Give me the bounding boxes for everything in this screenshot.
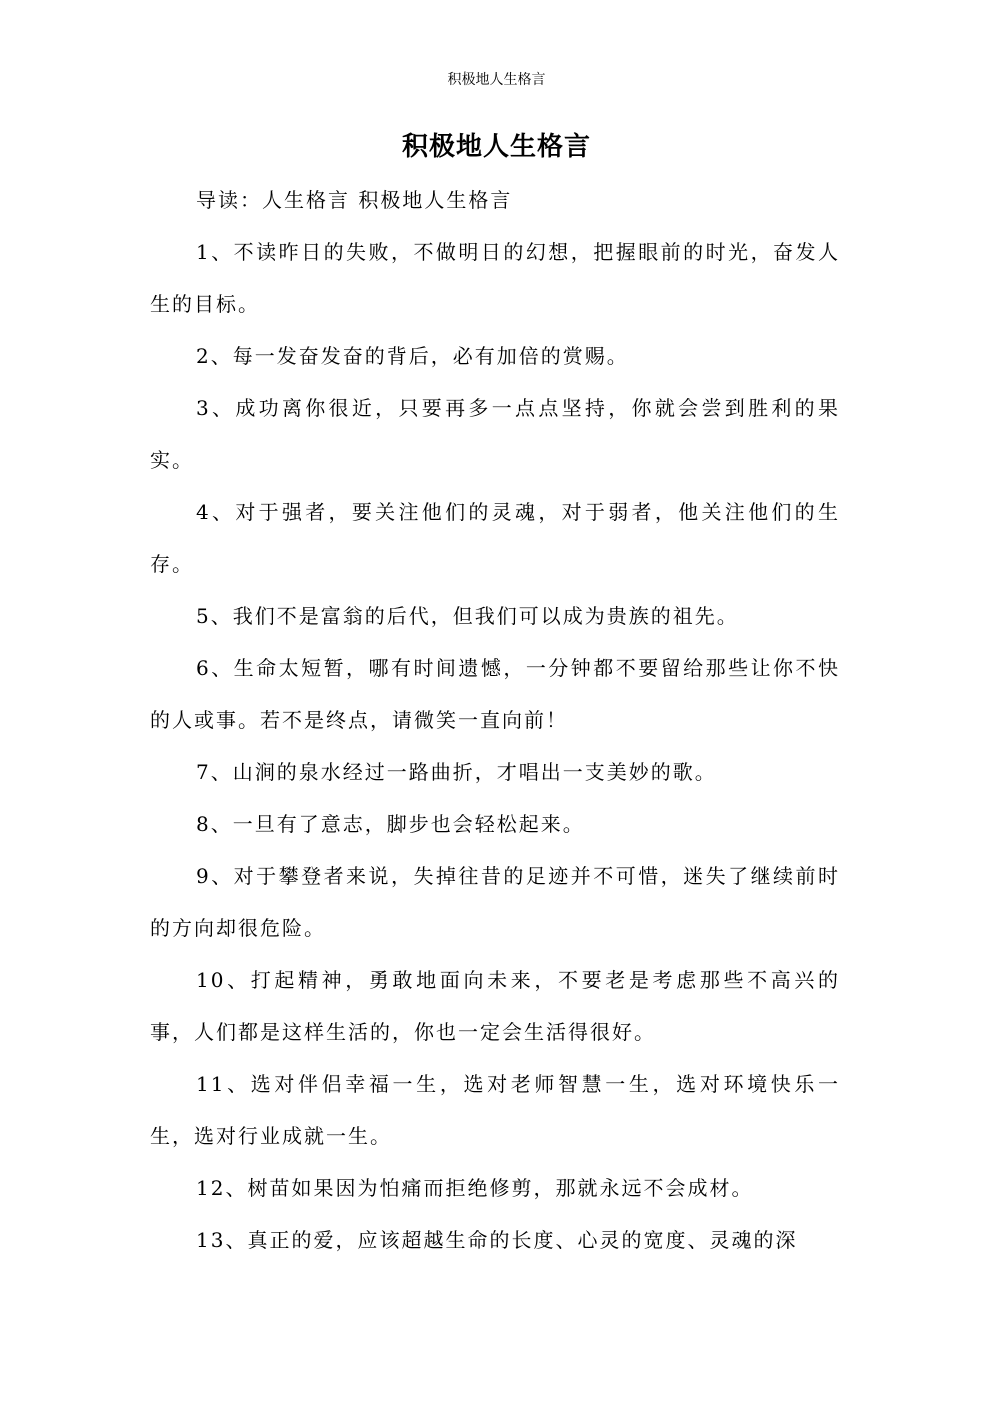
intro-paragraph: 导读：人生格言 积极地人生格言 bbox=[196, 188, 513, 212]
quote-paragraph-13: 13、真正的爱，应该超越生命的长度、心灵的宽度、灵魂的深 bbox=[196, 1228, 798, 1252]
page-header: 积极地人生格言 bbox=[447, 72, 546, 88]
quote-paragraph-9: 9、对于攀登者来说，失掉往昔的足迹并不可惜，迷失了继续前时的方向却很危险。 bbox=[150, 864, 840, 940]
document-body bbox=[150, 174, 840, 1266]
quote-paragraph-10: 10、打起精神，勇敢地面向未来，不要老是考虑那些不高兴的事，人们都是这样生活的，你也一定会生活得很好。 bbox=[150, 968, 840, 1044]
quote-paragraph-4: 4、对于强者，要关注他们的灵魂，对于弱者，他关注他们的生存。 bbox=[150, 500, 840, 576]
quote-paragraph-7: 7、山涧的泉水经过一路曲折，才唱出一支美妙的歌。 bbox=[196, 760, 717, 784]
quote-paragraph-2: 2、每一发奋发奋的背后，必有加倍的赏赐。 bbox=[196, 344, 629, 368]
quote-paragraph-3: 3、成功离你很近，只要再多一点点坚持，你就会尝到胜利的果实。 bbox=[150, 396, 840, 472]
quote-paragraph-11: 11、选对伴侣幸福一生，选对老师智慧一生，选对环境快乐一生，选对行业成就一生。 bbox=[150, 1072, 840, 1148]
quote-paragraph-6: 6、生命太短暂，哪有时间遗憾，一分钟都不要留给那些让你不快的人或事。若不是终点，请微笑一直向前！ bbox=[150, 656, 840, 732]
quote-paragraph-1: 1、不读昨日的失败，不做明日的幻想，把握眼前的时光，奋发人生的目标。 bbox=[150, 240, 840, 316]
quote-paragraph-8: 8、一旦有了意志，脚步也会轻松起来。 bbox=[196, 812, 585, 836]
quote-paragraph-5: 5、我们不是富翁的后代，但我们可以成为贵族的祖先。 bbox=[196, 604, 739, 628]
document-title: 积极地人生格言 bbox=[401, 132, 591, 162]
quote-paragraph-12: 12、树苗如果因为怕痛而拒绝修剪，那就永远不会成材。 bbox=[196, 1176, 754, 1200]
